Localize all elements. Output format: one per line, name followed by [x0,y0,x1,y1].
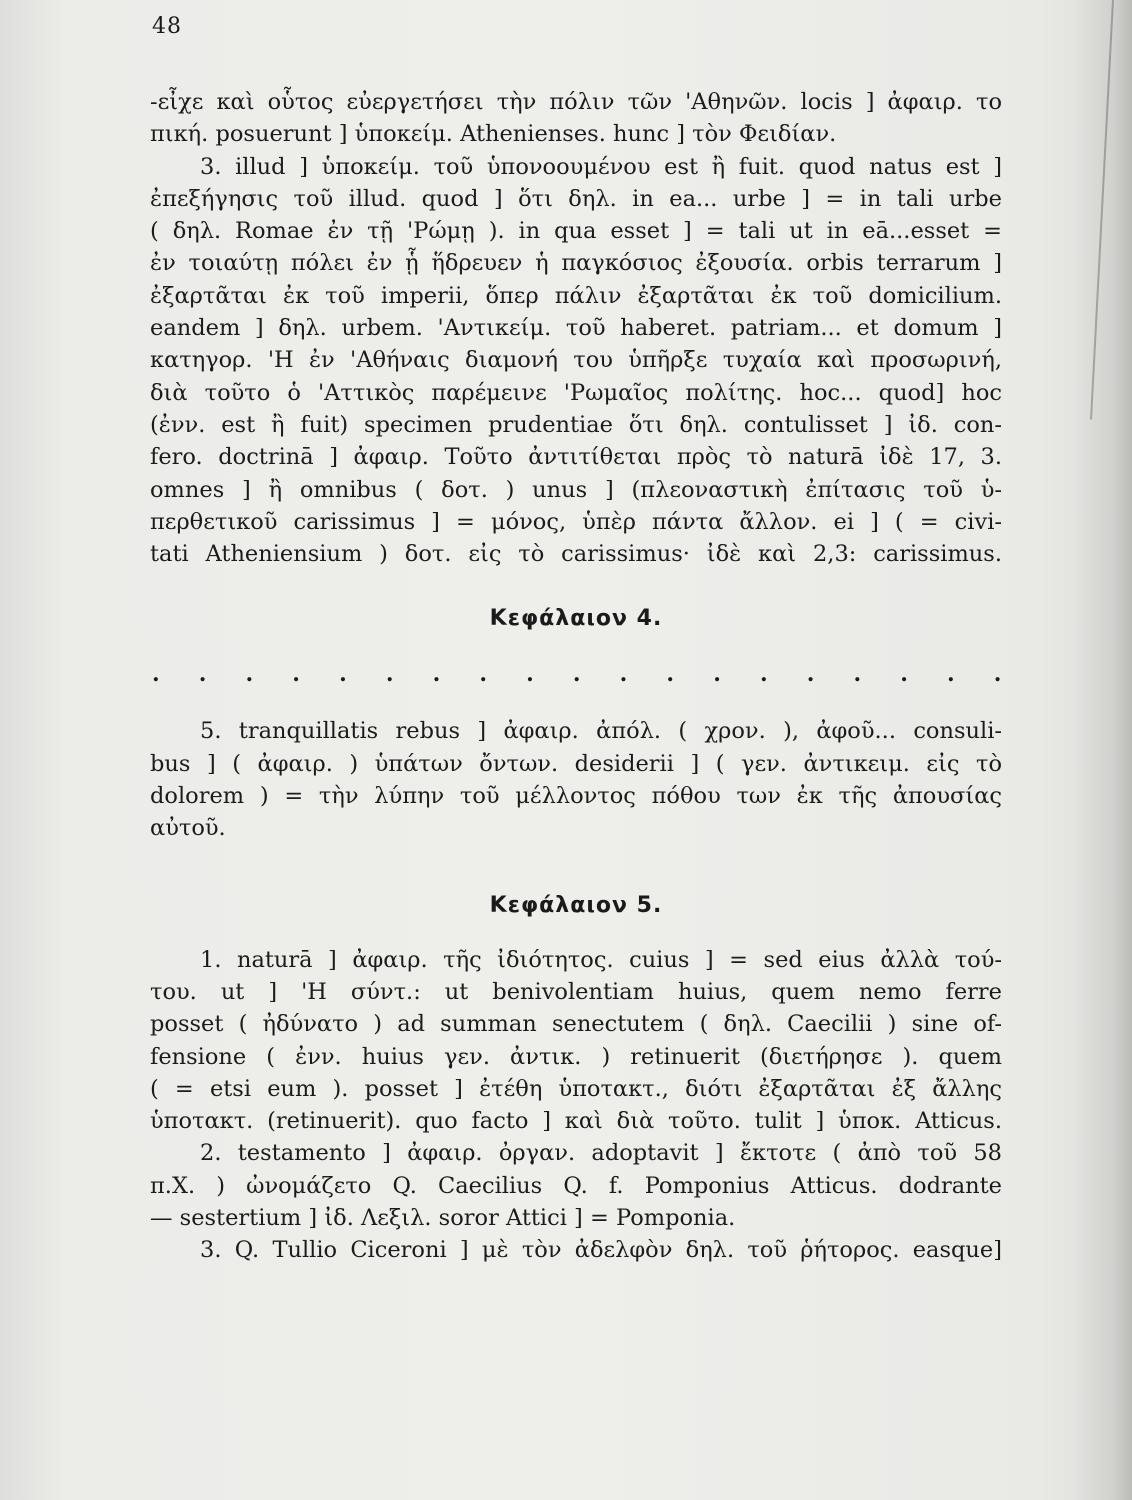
text-line: — sestertium ] ἰδ. Λεξιλ. soror Attici ] = Pomponia. [150,1205,736,1232]
text-line: (ἐνν. est ἢ fuit) specimen prudentiae ὅτι δηλ. contulisset ] ἰδ. con- [150,411,1002,438]
text-line: ὑποτακτ. (retinuerit). quo facto ] καὶ διὰ τοῦτο. tulit ] ὑποκ. Atticus. [150,1108,1002,1135]
text-line: 3. illud ] ὑποκείμ. τοῦ ὑπονοουμένου est ἢ fuit. quod natus est ] [200,153,1002,180]
paragraph-chapter5-section-2 [150,1137,1002,1234]
text-line: eandem ] δηλ. urbem. 'Αντικείμ. τοῦ haberet. patriam... et domum ] [150,315,1002,342]
ellipsis-dot: . [385,661,394,688]
ellipsis-dot: . [198,661,207,688]
page-fold-line [1090,0,1114,419]
text-line: posset ( ἠδύνατο ) ad summan senectutem ( δηλ. Caecilii ) sine of- [150,1011,1002,1038]
text-line: -εἶχε καὶ οὗτος εὐεργετήσει τὴν πόλιν τῶν 'Αθηνῶν. locis ] ἀφαιρ. το [150,89,1002,115]
text-line: fensione ( ἐνν. huius γεν. ἀντικ. ) retinuerit (διετήρησε ). quem [150,1043,1002,1070]
ellipsis-dot: . [292,661,300,688]
ellipsis-dot: . [853,661,862,688]
chapter-5-heading: Κεφάλαιον 5. [489,892,663,918]
paragraph-chapter5-section-1 [150,944,1002,1138]
text-line: αὐτοῦ. [150,815,226,842]
ellipsis-dot: . [432,661,441,688]
text-line: π.Χ. ) ὠνομάζετο Q. Caecilius Q. f. Pomponius Atticus. dodrante [150,1172,1002,1199]
text-line: ἐξαρτᾶται ἐκ τοῦ imperii, ὅπερ πάλιν ἐξαρτᾶται ἐκ τοῦ domicilium. [150,282,1002,309]
text-line: ἐπεξήγησις τοῦ illud. quod ] ὅτι δηλ. in ea... urbe ] = in tali urbe [150,185,1002,212]
ellipsis-dot: . [339,661,347,688]
ellipsis-dot: . [759,661,768,688]
ellipsis-dot: . [806,661,815,688]
ellipsis-dot: . [900,661,908,688]
text-line: 5. tranquillatis rebus ] ἀφαιρ. ἀπόλ. ( χρον. ), ἀφοῦ... consuli- [200,718,1002,745]
page-body [150,86,1002,1267]
chapter-4-heading: Κεφάλαιον 4. [489,606,663,632]
text-line: κατηγορ. 'Η ἐν 'Αθήναις διαμονή του ὑπῆρξε τυχαία καὶ προσωρινή, [150,347,1002,374]
ellipsis-row [150,661,1002,687]
ellipsis-dot: . [152,661,160,688]
spacer [150,918,1002,944]
ellipsis-dot: . [713,661,721,688]
ellipsis-dot: . [572,661,581,688]
page-number: 48 [152,14,182,39]
paragraph-section-5 [150,715,1002,844]
text-line: ( = etsi eum ). posset ] ἐτέθη ὑποτακτ., διότι ἐξαρτᾶται ἐξ ἄλλης [150,1075,1002,1102]
ellipsis-dot: . [479,661,488,688]
text-line: dolorem ) = τὴν λύπην τοῦ μέλλοντος πόθου των ἐκ τῆς ἀπουσίας [150,783,1002,810]
text-line: omnes ] ἢ omnibus ( δοτ. ) unus ] (πλεοναστικὴ ἐπίτασις τοῦ ὑ- [150,476,1002,503]
ellipsis-dot: . [993,661,1002,688]
text-line: 2. testamento ] ἀφαιρ. ὀργαν. adoptavit ] ἔκτοτε ( ἀπὸ τοῦ 58 [200,1140,1002,1167]
ellipsis-dot: . [619,661,628,688]
text-line: πική. posuerunt ] ὑποκείμ. Athenienses. hunc ] τὸν Φειδίαν. [150,121,837,148]
ellipsis-dot: . [245,661,254,688]
text-line: του. ut ] 'Η σύντ.: ut benivolentiam huius, quem nemo ferre [150,978,1002,1005]
paragraph-section-3 [150,151,1002,571]
text-line: tati Atheniensium ) δοτ. εἰς τὸ carissimus· ἰδὲ καὶ 2,3: carissimus. [150,541,1002,568]
text-line: fero. doctrinā ] ἀφαιρ. Τοῦτο ἀντιτίθεται πρὸς τὸ naturā ἰδὲ 17, 3. [150,444,1002,471]
text-line: ( δηλ. Romae ἐν τῇ 'Ρώμῃ ). in qua esset ] = tali ut in eā...esset = [150,218,1002,245]
text-line: διὰ τοῦτο ὁ 'Αττικὸς παρέμεινε 'Ρωμαῖος πολίτης. hoc... quod] hoc [150,379,1002,406]
paragraph-continuation [150,86,1002,151]
text-line: ἐν τοιαύτῃ πόλει ἐν ᾗ ἥδρευεν ἡ παγκόσιος ἐξουσία. orbis terrarum ] [150,250,1002,277]
text-line: bus ] ( ἀφαιρ. ) ὑπάτων ὄντων. desiderii ] ( γεν. ἀντικειμ. εἰς τὸ [150,750,1002,777]
ellipsis-dot: . [526,661,534,688]
text-line: 3. Q. Tullio Ciceroni ] μὲ τὸν ἀδελφὸν δηλ. τοῦ ῥήτορος. easque] [200,1237,1002,1264]
text-line: περθετικοῦ carissimus ] = μόνος, ὑπὲρ πάντα ἄλλον. ei ] ( = civi- [150,508,1002,535]
ellipsis-dot: . [666,661,675,688]
paragraph-chapter5-section-3 [150,1234,1002,1266]
text-line: 1. naturā ] ἀφαιρ. τῆς ἰδιότητος. cuius ] = sed eius ἀλλὰ τού- [200,946,1002,973]
ellipsis-dot: . [947,661,955,688]
